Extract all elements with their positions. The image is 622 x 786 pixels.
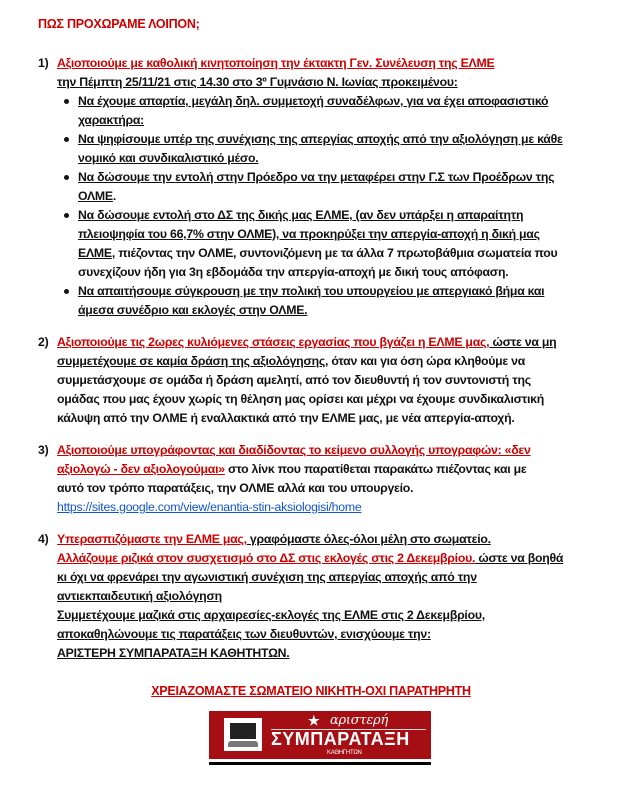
bullet-icon [64, 137, 69, 142]
text-segment: Αξιοποιούμε τις 2ωρες κυλιόμενες στάσεις εργασίας που βγάζει η ΕΛΜΕ μας, [57, 335, 490, 349]
logo-small-text: αριστερή [330, 713, 388, 728]
text-line [57, 352, 608, 371]
text-line [57, 479, 608, 498]
text-segment: αξιολογώ - δεν αξιολογούμαι» [57, 462, 225, 476]
bullet-icon [64, 99, 69, 104]
text-line [57, 73, 608, 92]
text-line [57, 549, 608, 568]
text-segment: αντιεκπαιδευτική αξιολόγηση [57, 589, 222, 603]
item-number: 1) [38, 56, 49, 70]
text-line [57, 498, 608, 517]
text-line [57, 409, 608, 428]
text-segment: Αλλάζουμε ριζικά στον συσχετισμό στο ΔΣ στις εκλογές στις 2 Δεκεμβρίου. [57, 551, 476, 565]
bullet-item [78, 92, 608, 130]
bullet-icon [64, 289, 69, 294]
bullet-item [78, 130, 608, 168]
text-line [78, 206, 608, 225]
text-line [78, 92, 608, 111]
logo-tiny-text: ΚΑΘΗΓΗΤΩΝ [327, 750, 362, 756]
text-segment: Να απαιτήσουμε σύγκρουση με την πολική του υπουργείου με απεργιακό βήμα και [78, 284, 545, 298]
text-segment: ώστε να μη [489, 335, 557, 349]
text-segment: ΟΛΜΕ [78, 189, 113, 203]
text-line [57, 441, 608, 460]
text-segment: την Πέμπτη 25/11/21 στις 14.30 στο 3º Γυμνάσιο Ν. Ιωνίας προκειμένου: [57, 75, 458, 89]
text-line [57, 587, 608, 606]
star-icon: ★ [308, 713, 320, 728]
text-line [78, 149, 608, 168]
text-segment: αποκαθηλώνουμε τις παρατάξεις των διευθυντών, ενισχύουμε την: [57, 627, 431, 641]
text-line [57, 54, 608, 73]
text-line [78, 168, 608, 187]
text-line [78, 187, 608, 206]
text-segment: γραφόμαστε όλες-όλοι μέλη στο σωματείο. [246, 532, 491, 546]
text-segment: ομάδας που μας έχουν χωρίς τη θέληση μας ορίσει και μέχρι να έχουμε συνδικαλιστική [57, 392, 545, 406]
text-segment: στο λίνκ που παρατίθεται παρακάτω πιέζοντας και με [224, 462, 527, 476]
text-segment: νομικό και συνδικαλιστικό μέσο. [78, 151, 259, 165]
bullet-icon [64, 175, 69, 180]
text-segment: Να έχουμε απαρτία, μεγάλη δηλ. συμμετοχή συναδέλφων, για να έχει αποφασιστικό [78, 94, 549, 108]
text-line [78, 282, 608, 301]
list-item [38, 530, 608, 663]
link[interactable]: https://sites.google.com/view/enantia-stin-aksiologisi/home [57, 500, 362, 514]
text-segment: συμμετέχουμε σε καμία δράση της αξιολόγησης [57, 354, 326, 368]
text-line [57, 568, 608, 587]
page-title: ΠΩΣ ΠΡΟΧΩΡΑΜΕ ΛΟΙΠΟΝ; [38, 17, 200, 31]
text-segment: κάλυψη από την ΟΛΜΕ ή εναλλακτικά από την ΕΛΜΕ μας, με νέα απεργία-αποχή. [57, 411, 515, 425]
text-line [78, 111, 608, 130]
text-segment: . [112, 189, 117, 203]
text-segment: κι όχι να φρενάρει την αγωνιστική συνέχιση της απεργίας αποχής από την [57, 570, 477, 584]
text-segment: Αξιοποιούμε με καθολική κινητοποίηση την έκτακτη Γεν. Συνέλευση της ΕΛΜΕ [57, 56, 495, 70]
text-segment: , πιέζοντας την ΟΛΜΕ, συντονιζόμενη με τα άλλα 7 πρωτοβάθμια σωματεία που [111, 246, 558, 260]
text-line [78, 244, 608, 263]
bullet-icon [64, 213, 69, 218]
bullet-item [78, 206, 608, 282]
bullet-item [78, 282, 608, 320]
bullet-item [78, 168, 608, 206]
text-line [57, 333, 608, 352]
text-segment: πλειοψηφία του 66,7% στην ΟΛΜΕ), να προκηρύξει την απεργία-αποχή η δική μας [78, 227, 540, 241]
item-number: 4) [38, 532, 49, 546]
text-segment: συμμετάσχουμε σε ομάδα ή δράση αμελητί, από τον διευθυντή ή τον συντονιστή της [57, 373, 531, 387]
text-segment: Υπερασπιζόμαστε την ΕΛΜΕ μας, [57, 532, 247, 546]
text-line [57, 371, 608, 390]
item-number: 2) [38, 335, 49, 349]
text-segment: , όταν και για όση ώρα κληθούμε να [325, 354, 526, 368]
text-segment: Να δώσουμε την εντολή στην Πρόεδρο να την μεταφέρει στην Γ.Σ των Προέδρων της [78, 170, 555, 184]
text-segment: ΕΛΜΕ [78, 246, 112, 260]
text-line [78, 225, 608, 244]
text-line [57, 460, 608, 479]
text-segment: χαρακτήρα: [78, 113, 144, 127]
logo-picture [224, 718, 262, 751]
text-segment: ώστε να βοηθά [475, 551, 564, 565]
item-number: 3) [38, 443, 49, 457]
text-line [78, 263, 608, 282]
text-line [78, 130, 608, 149]
text-segment: Συμμετέχουμε μαζικά στις αρχαιρεσίες-εκλογές της ΕΛΜΕ στις 2 Δεκεμβρίου, [57, 608, 485, 622]
text-segment: Να ψηφίσουμε υπέρ της συνέχισης της απεργίας αποχής από την αξιολόγηση με κάθε [78, 132, 563, 146]
text-line [57, 530, 608, 549]
list-item [38, 54, 608, 320]
text-segment: συνεχίζουν ήδη για 3η εβδομάδα την απεργία-αποχή με δική τους απόφαση. [78, 265, 509, 279]
text-segment: αυτό τον τρόπο παρατάξεις, την ΟΛΜΕ αλλά και του υπουργείο. [57, 481, 414, 495]
logo [209, 711, 431, 762]
list-item [38, 441, 608, 517]
text-segment: άμεσα συνέδριο και εκλογές στην ΟΛΜΕ. [78, 303, 308, 317]
text-line [78, 301, 608, 320]
document-body [38, 54, 608, 676]
text-line [57, 644, 608, 663]
text-line [57, 625, 608, 644]
logo-big-text: ΣΥΜΠΑΡΑΤΑΞΗ [271, 729, 410, 749]
list-item [38, 333, 608, 428]
text-segment: Να δώσουμε εντολή στο ΔΣ της δικής μας ΕΛΜΕ, (αν δεν υπάρξει η απαραίτητη [78, 208, 524, 222]
text-segment: ΑΡΙΣΤΕΡΗ ΣΥΜΠΑΡΑΤΑΞΗ ΚΑΘΗΤΗΤΩΝ. [57, 646, 290, 660]
text-line [57, 606, 608, 625]
text-segment: Αξιοποιούμε υπογράφοντας και διαδίδοντας το κείμενο συλλογής υπογραφών: «δεν [57, 443, 531, 457]
footer-slogan: ΧΡΕΙΑΖΟΜΑΣΤΕ ΣΩΜΑΤΕΙΟ ΝΙΚΗΤΗ-ΟΧΙ ΠΑΡΑΤΗΡΗΤΗ [151, 684, 471, 698]
text-line [57, 390, 608, 409]
